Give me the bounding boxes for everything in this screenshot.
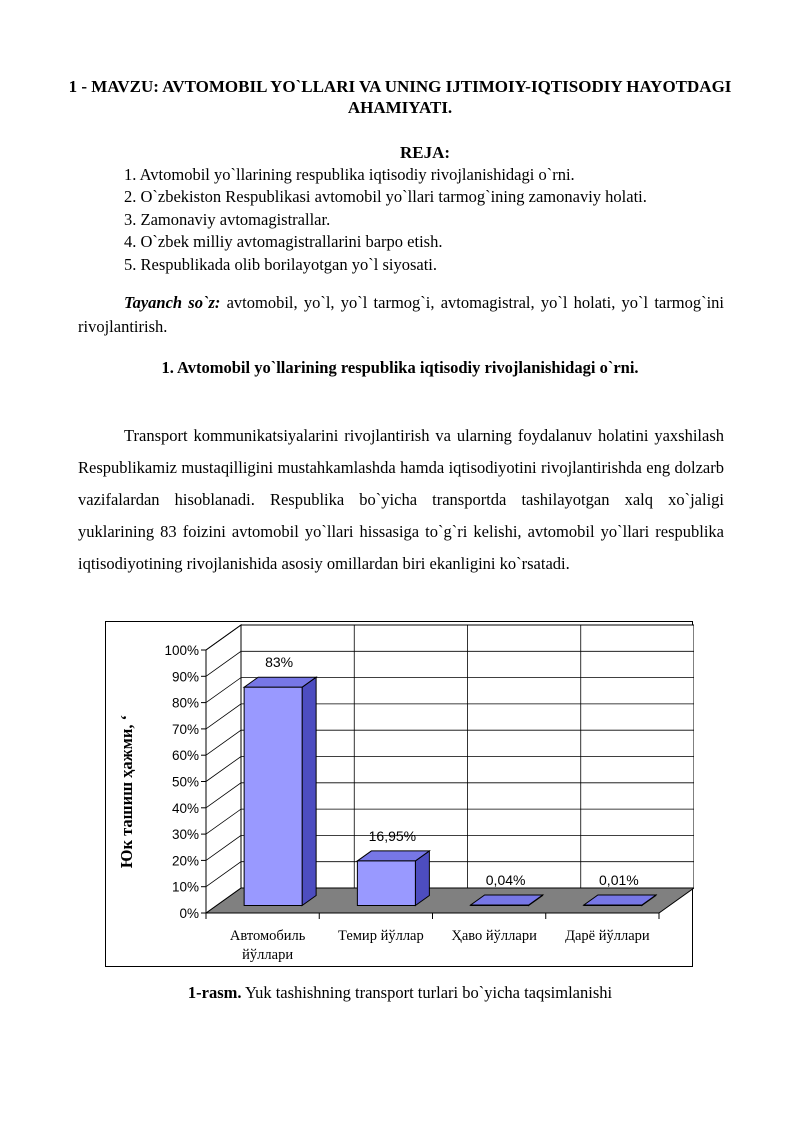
body-paragraph: Transport kommunikatsiyalarini rivojlantirish va ularning foydalanuv holatini yaxshilash Respublikamiz mustaqilligini mustahkamlashda hamda iqtisodiyotini rivojlantirishda eng dolzarb vazifalardan hisoblanadi. Respublika bo`yicha transportda tashilayotgan xalq xo`jaligi yuklarining 83 foizini avtomobil yo`llari hissasiga to`g`ri kelishi, avtomobil yo`llari respublika iqtisodiyotining rivojlanishida asosiy omillardan biri ekanligini ko`rsatadi.: [78, 426, 724, 573]
plan-item: 1. Avtomobil yo`llarining respublika iqtisodiy rivojlanishidagi o`rni.: [124, 165, 575, 184]
keywords-paragraph: [78, 291, 724, 339]
y-tick-label: 60%: [171, 748, 199, 764]
plan-item: 3. Zamonaviy avtomagistrallar.: [124, 209, 331, 229]
x-tick-label: Ҳаво йўллари: [451, 928, 537, 944]
x-tick-label: Автомобиль: [229, 928, 306, 944]
y-tick-label: 80%: [171, 695, 199, 711]
plan-list: [124, 164, 647, 276]
section-heading: 1. Avtomobil yo`llarining respublika iqtisodiy rivojlanishidagi o`rni.: [161, 358, 639, 377]
x-tick-label: Темир йўллар: [338, 928, 424, 944]
y-tick-label: 30%: [171, 827, 199, 843]
y-tick-label: 70%: [171, 721, 199, 737]
y-tick-label: 0%: [179, 906, 199, 921]
y-tick-label: 10%: [171, 879, 199, 895]
bar: [357, 861, 415, 906]
x-tick-label: йўллари: [242, 947, 294, 963]
bar-chart-svg: [106, 622, 694, 968]
y-tick-label: 50%: [171, 774, 199, 790]
caption-text: Yuk tashishning transport turlari bo`yicha taqsimlanishi: [241, 983, 613, 1002]
data-label: 16,95%: [368, 827, 417, 844]
data-label: 83%: [265, 654, 294, 671]
data-label: 0,01%: [599, 872, 639, 888]
plan-item: 2. O`zbekiston Respublikasi avtomobil yo`llari tarmog`ining zamonaviy holati.: [124, 187, 647, 207]
plan-item: 5. Respublikada olib borilayotgan yo`l siyosati.: [124, 254, 438, 274]
y-tick-label: 100%: [164, 643, 199, 658]
plan-heading: REJA:: [399, 143, 451, 162]
plan-item: 4. O`zbek milliy avtomagistrallarini barpo etish.: [124, 232, 443, 252]
keywords-label: Tayanch so`z:: [124, 293, 221, 312]
y-axis-title: Юк ташиш ҳажми, ‘: [117, 714, 136, 869]
caption-label: 1-rasm.: [187, 983, 242, 1002]
bar-chart: [105, 621, 693, 967]
figure-caption: [0, 983, 800, 1003]
bar: [471, 905, 529, 906]
bar: [584, 905, 642, 906]
page-title: 1 - MAVZU: AVTOMOBIL YO`LLARI VA UNING IJTIMOIY-IQTISODIY HAYOTDAGI AHAMIYATI.: [68, 77, 732, 117]
y-tick-label: 90%: [171, 669, 199, 685]
y-tick-label: 20%: [171, 853, 199, 869]
bar-side: [302, 677, 316, 905]
bar: [244, 687, 302, 905]
x-tick-label: Дарё йўллари: [565, 928, 650, 944]
keywords-text: avtomobil, yo`l, yo`l tarmog`i, avtomagistral, yo`l holati, yo`l tarmog`ini rivojlantirish.: [78, 293, 725, 336]
y-tick-label: 40%: [171, 800, 199, 816]
data-label: 0,04%: [485, 872, 526, 888]
